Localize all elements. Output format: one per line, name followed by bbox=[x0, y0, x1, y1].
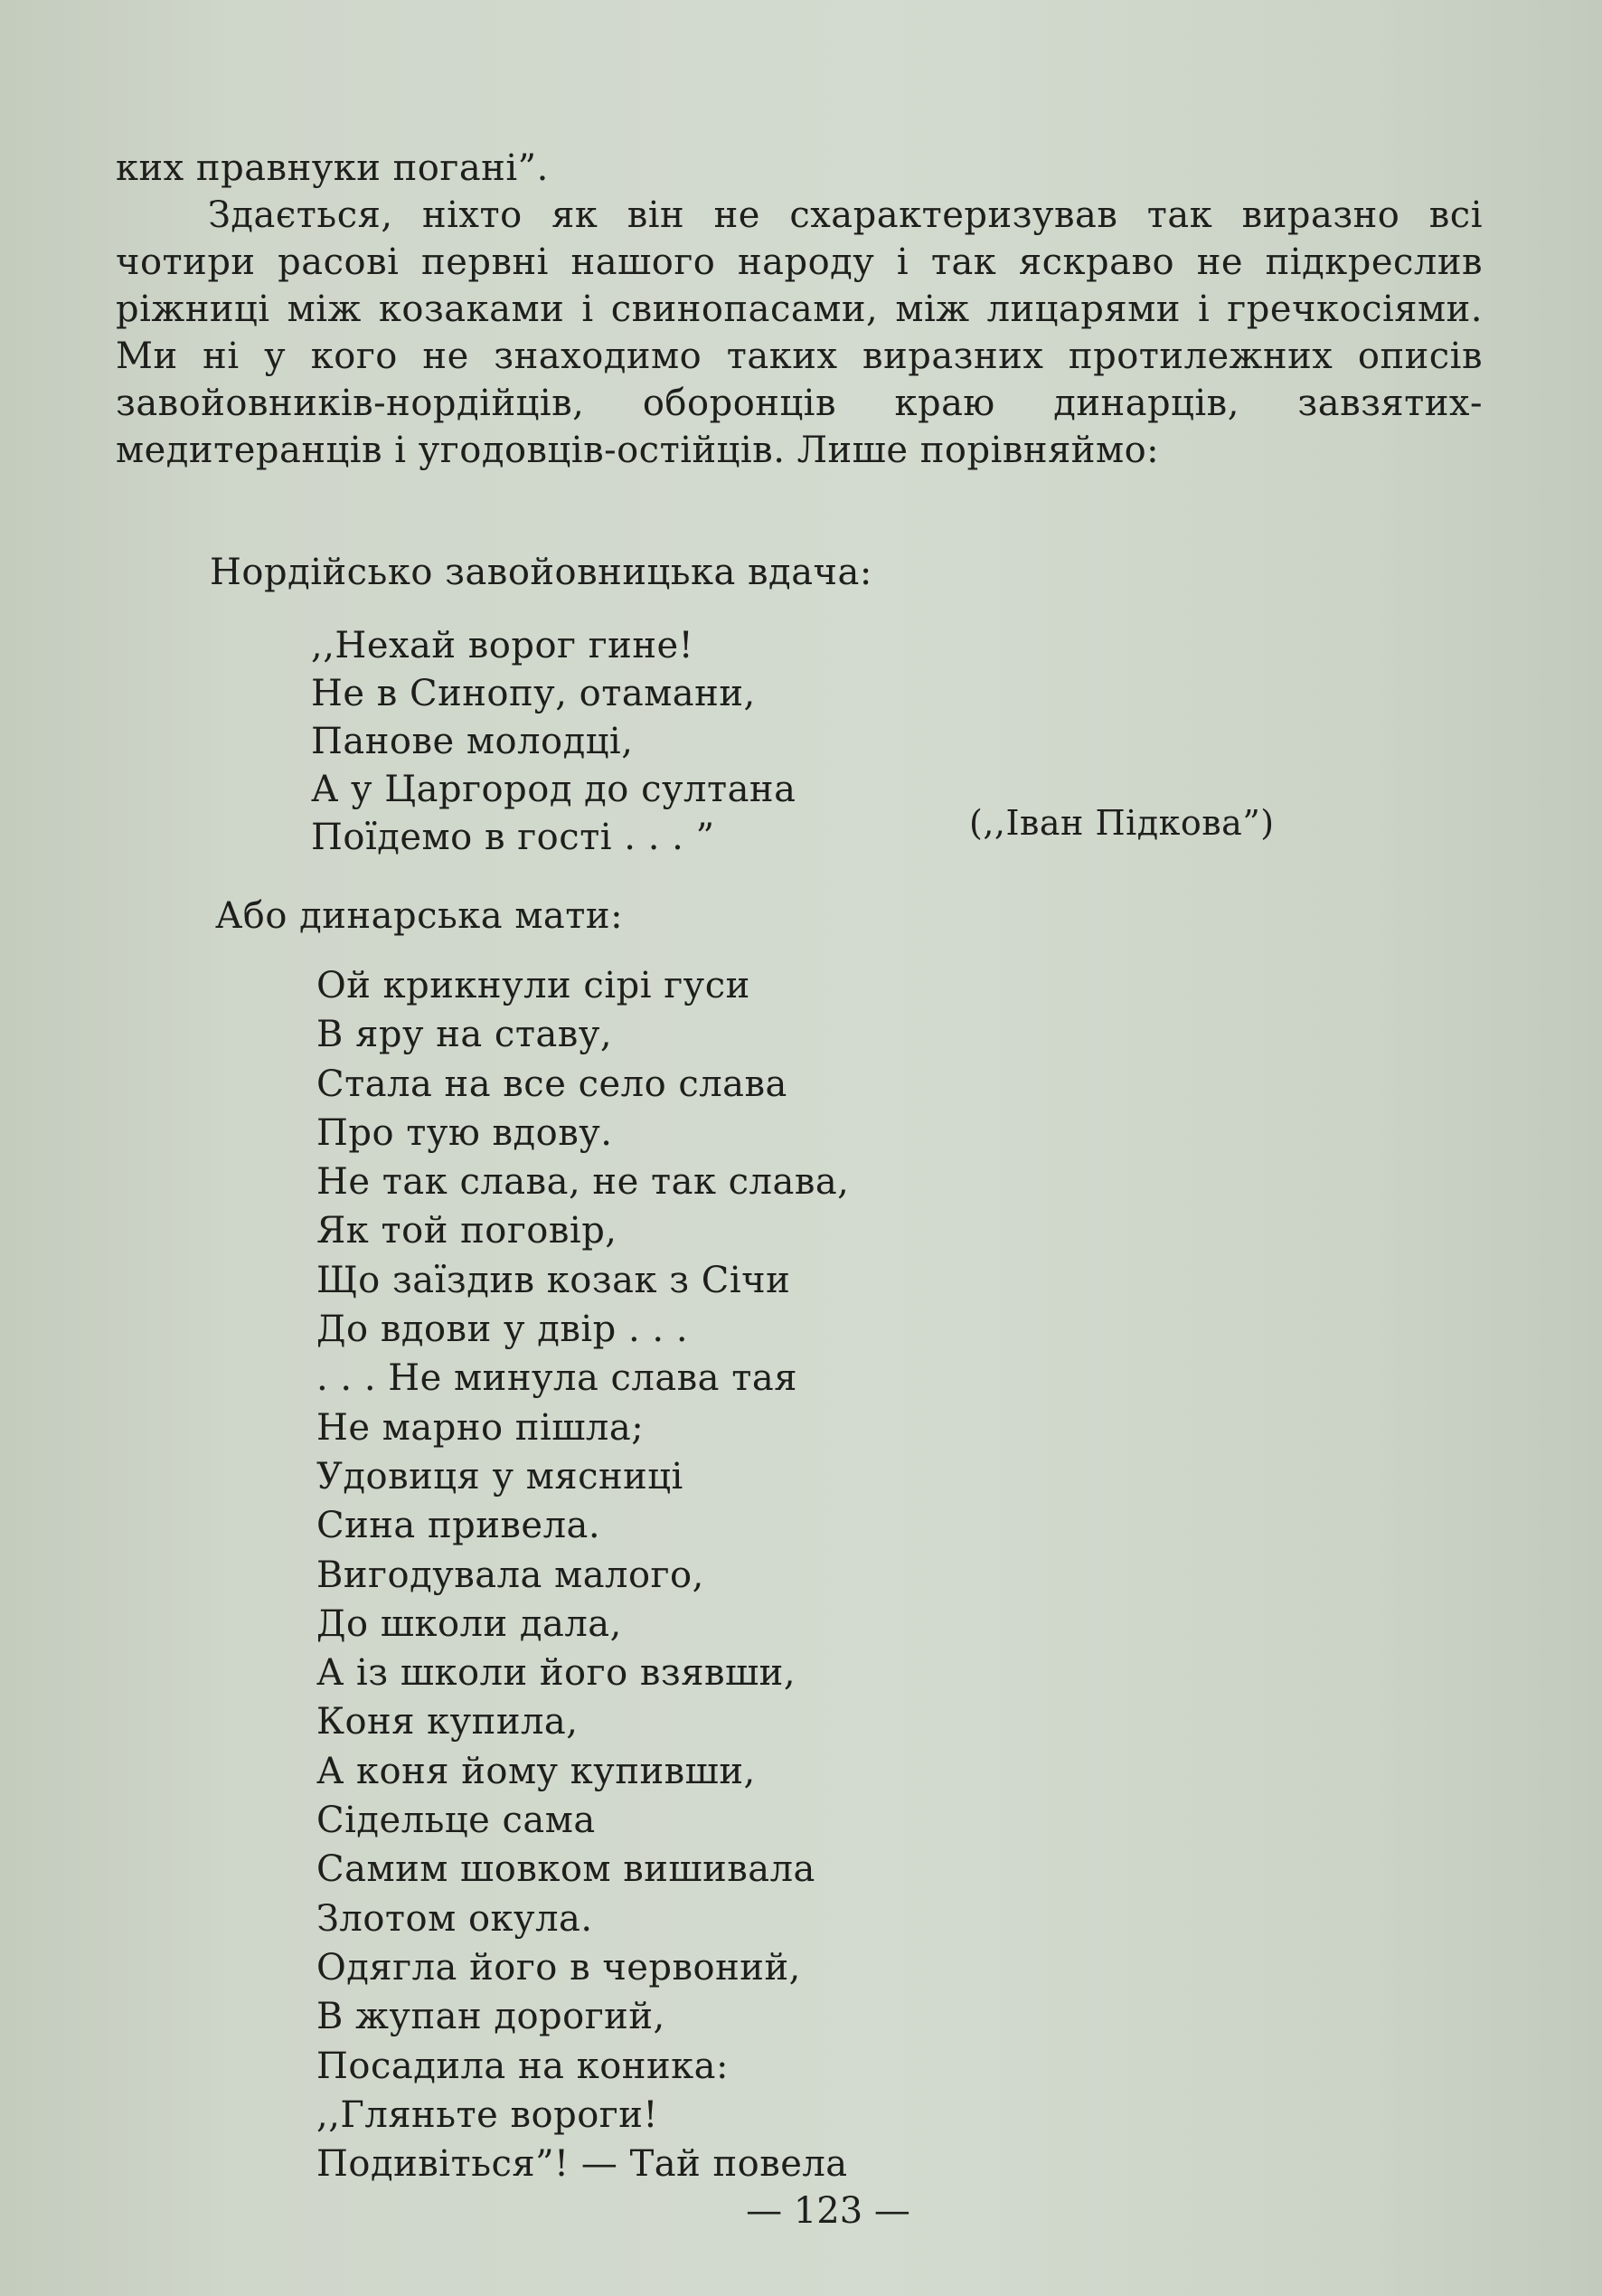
poem-line: А коня йому купивши, bbox=[316, 1750, 756, 1792]
poem-line: До школи дала, bbox=[316, 1602, 622, 1645]
poem-line: ,,Гляньте вороги! bbox=[316, 2093, 658, 2136]
poem-line: Коня купила, bbox=[316, 1701, 579, 1743]
poem-nordic bbox=[311, 622, 796, 862]
poem-source: (,,Іван Підкова”) bbox=[969, 803, 1275, 843]
poem-line: А із школи його взявши, bbox=[316, 1652, 796, 1695]
poem-line: Одягла його в червоний, bbox=[316, 1946, 801, 1989]
poem-line: Поїдемо в гості . . . ” bbox=[311, 817, 715, 858]
poem-line: Сідельце сама bbox=[316, 1800, 596, 1842]
section2-intro: Або динарська мати: bbox=[215, 895, 624, 937]
poem-line: Що заїздив козак з Січи bbox=[316, 1259, 791, 1301]
poem-line: Стала на все село слава bbox=[316, 1063, 787, 1105]
poem-line: А у Царгород до султана bbox=[311, 769, 796, 810]
poem-line: Вигодувала малого, bbox=[316, 1554, 704, 1596]
paragraph-continuation: ких правнуки погані”. bbox=[116, 147, 549, 189]
poem-line: . . . Не минула слава тая bbox=[316, 1357, 797, 1400]
poem-line: Сина привела. bbox=[316, 1505, 601, 1547]
poem-line: Про тую вдову. bbox=[316, 1111, 613, 1154]
poem-line: Ой крикнули сірі гуси bbox=[316, 965, 750, 1006]
poem-line: Не в Синопу, отамани, bbox=[311, 673, 756, 714]
prose-block bbox=[116, 145, 1483, 474]
poem-line: Посадила на коника: bbox=[316, 2045, 729, 2087]
poem-line: Як той поговір, bbox=[316, 1210, 617, 1252]
poem-line: В жупан дорогий, bbox=[316, 1996, 665, 2038]
paragraph-main: Здається, ніхто як він не схарактеризував так виразно всі чотири расові первні нашого народу і так яскраво не підкреслив ріжниці між козаками і свинопасами, між лицарями і гречкосіями. Ми ні у кого не знаходимо таких виразних протилежних описів завойовників-нордійців, оборонців краю динарців, завзятих-медитеранців і угодовців-остійців. Лише порівняймо: bbox=[116, 194, 1483, 471]
poem-line: Злотом окула. bbox=[316, 1897, 593, 1940]
poem-line: Не марно пішла; bbox=[316, 1406, 645, 1449]
poem-dinaric bbox=[316, 961, 849, 2188]
poem-line: До вдови у двір . . . bbox=[316, 1309, 689, 1351]
poem-line: Не так слава, не так слава, bbox=[316, 1161, 850, 1204]
poem-line: Удовиця у мясниці bbox=[316, 1455, 683, 1498]
poem-line: Подивіться”! — Тай повела bbox=[316, 2143, 848, 2186]
page-number: — 123 — bbox=[746, 2190, 910, 2232]
section1-intro: Нордійсько завойовницька вдача: bbox=[210, 552, 872, 593]
poem-line: В яру на ставу, bbox=[316, 1014, 613, 1056]
poem-line: Панове молодці, bbox=[311, 721, 634, 762]
poem-line: ,,Нехай ворог гине! bbox=[311, 625, 694, 666]
poem-line: Самим шовком вишивала bbox=[316, 1848, 815, 1891]
